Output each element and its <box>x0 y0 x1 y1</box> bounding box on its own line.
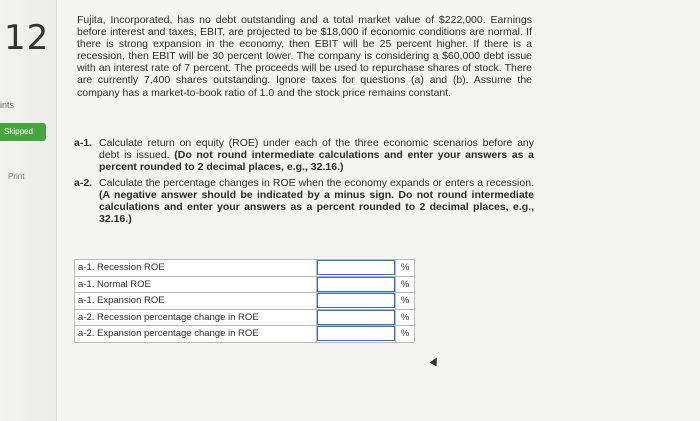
sidebar <box>0 0 57 421</box>
row-label: a-2. Expansion percentage change in ROE <box>75 326 317 343</box>
percent-unit: % <box>396 276 415 293</box>
table-row <box>75 276 415 293</box>
answer-table <box>74 259 415 343</box>
percent-unit: % <box>396 309 415 326</box>
question-a1 <box>74 137 534 173</box>
question-text: Calculate return on equity (ROE) under each of the three economic scenarios before any debt is issued. <box>99 137 534 162</box>
percent-unit: % <box>396 326 415 343</box>
row-label: a-1. Recession ROE <box>75 260 317 277</box>
question-label: a-1. <box>74 137 93 149</box>
normal-roe-input[interactable] <box>317 277 395 292</box>
print-button[interactable]: Print <box>8 172 25 181</box>
skipped-badge: Skipped <box>0 123 46 141</box>
table-row <box>75 260 415 277</box>
mouse-cursor-icon <box>430 356 441 367</box>
question-text: Calculate the percentage changes in ROE when the economy expands or enters a recession. <box>99 177 534 189</box>
expansion-roe-input[interactable] <box>317 293 395 308</box>
question-label: a-2. <box>74 177 93 189</box>
question-a2 <box>74 177 534 225</box>
row-label: a-2. Recession percentage change in ROE <box>75 309 317 326</box>
expansion-change-input[interactable] <box>317 326 395 341</box>
question-instructions: (Do not round intermediate calculations and enter your answers as a percent rounded to 2 decimal places, e.g., 32.16.) <box>99 149 535 174</box>
recession-change-input[interactable] <box>317 310 395 325</box>
table-row <box>75 326 415 343</box>
table-row <box>75 309 415 326</box>
question-instructions: (A negative answer should be indicated by a minus sign. Do not round intermediate calculations and enter your answers as a percent rounded to 2 decimal places, e.g., 32.16.) <box>99 189 534 226</box>
problem-text: Fujita, Incorporated, has no debt outstanding and a total market value of $222,000. Earnings before interest and taxes, EBIT, are projected to be $18,000 if economic conditions are normal. If there is strong expansion in the economy, then EBIT will be 25 percent higher. If there is a recession, then EBIT will be 30 percent lower. The company is considering a $60,000 debt issue with an interest rate of 7 percent. The proceeds will be used to repurchase shares of stock. There are currently 7,400 shares outstanding. Ignore taxes for questions (a) and (b). Assume the company has a market-to-book ratio of 1.0 and the stock price remains constant. <box>77 14 532 99</box>
points-label: ints <box>0 100 15 110</box>
question-number: 12 <box>4 18 50 58</box>
recession-roe-input[interactable] <box>317 260 395 275</box>
row-label: a-1. Normal ROE <box>75 276 317 293</box>
percent-unit: % <box>396 260 415 277</box>
row-label: a-1. Expansion ROE <box>75 293 317 310</box>
table-row <box>75 293 415 310</box>
percent-unit: % <box>396 293 415 310</box>
